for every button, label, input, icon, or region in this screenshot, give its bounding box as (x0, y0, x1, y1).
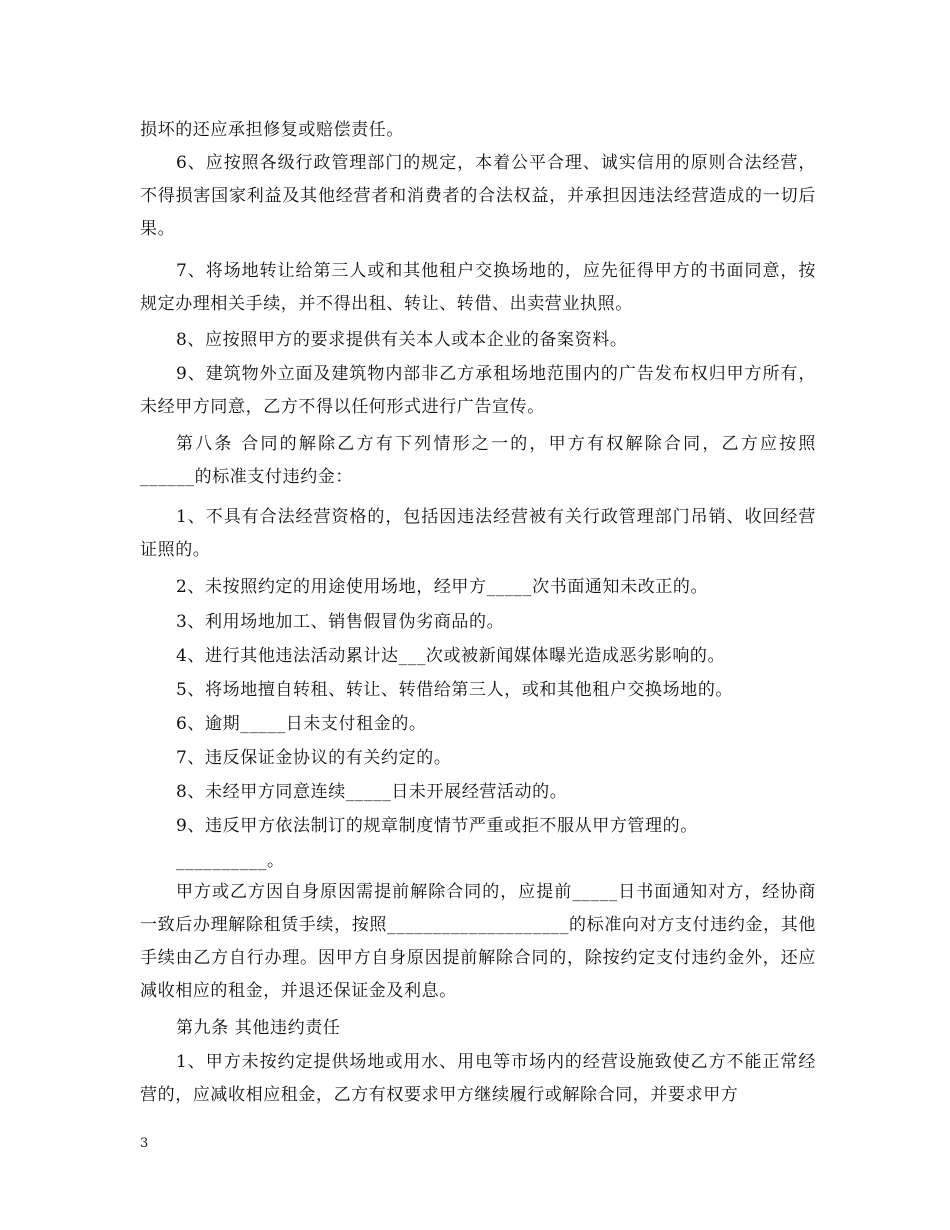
list-item-termination-3: 3、利用场地加工、销售假冒伪劣商品的。 (176, 612, 505, 632)
paragraph-item-7-transfer: 7、将场地转让给第三人或和其他租户交换场地的，应先征得甲方的书面同意，按规定办理相关手续，并不得出租、转让、转借、出卖营业执照。 (140, 261, 816, 314)
paragraph-item-9-advertising: 9、建筑物外立面及建筑物内部非乙方承租场地范围内的广告发布权归甲方所有，未经甲方同意，乙方不得以任何形式进行广告宣传。 (140, 364, 816, 417)
paragraph-early-termination: 甲方或乙方因自身原因需提前解除合同的，应提前_____日书面通知对方，经协商一致后办理解除租赁手续，按照____________________的标准向对方支付违约金，其他手续由乙方自行办理。因甲方自身原因提前解除合同的，除按约定支付违约金外，还应减收相应的租金，并退还保证金及利息。 (140, 882, 816, 1001)
list-item-termination-1: 1、不具有合法经营资格的，包括因违法经营被有关行政管理部门吊销、收回经营证照的。 (140, 507, 816, 560)
page-number: 3 (140, 1136, 149, 1151)
list-item-termination-4: 4、进行其他违法活动累计达___次或被新闻媒体曝光造成恶劣影响的。 (176, 646, 726, 666)
list-item-termination-5: 5、将场地擅自转租、转让、转借给第三人，或和其他租户交换场地的。 (176, 680, 734, 700)
blank-fill-line: __________。 (176, 851, 285, 871)
paragraph-damage-liability: 损坏的还应承担修复或赔偿责任。 (140, 120, 404, 140)
list-item-termination-2: 2、未按照约定的用途使用场地，经甲方_____次书面通知未改正的。 (176, 577, 709, 597)
list-item-termination-7: 7、违反保证金协议的有关约定的。 (176, 748, 452, 768)
list-item-termination-8: 8、未经甲方同意连续_____日未开展经营活动的。 (176, 782, 568, 802)
paragraph-item-6-legal-operation: 6、应按照各级行政管理部门的规定，本着公平合理、诚实信用的原则合法经营，不得损害国家利益及其他经营者和消费者的合法权益，并承担因违法经营造成的一切后果。 (140, 153, 816, 239)
section-heading-article-9: 第九条 其他违约责任 (176, 1018, 341, 1038)
list-item-termination-9: 9、违反甲方依法制订的规章制度情节严重或拒不服从甲方管理的。 (176, 816, 698, 836)
list-item-termination-6: 6、逾期_____日未支付租金的。 (176, 714, 427, 734)
section-heading-article-8: 第八条 合同的解除乙方有下列情形之一的，甲方有权解除合同，乙方应按照______的标准支付违约金： (140, 434, 816, 487)
paragraph-item-8-records: 8、应按照甲方的要求提供有关本人或本企业的备案资料。 (176, 330, 628, 350)
paragraph-other-liability-1: 1、甲方未按约定提供场地或用水、用电等市场内的经营设施致使乙方不能正常经营的，应减收相应租金，乙方有权要求甲方继续履行或解除合同，并要求甲方 (140, 1052, 816, 1105)
